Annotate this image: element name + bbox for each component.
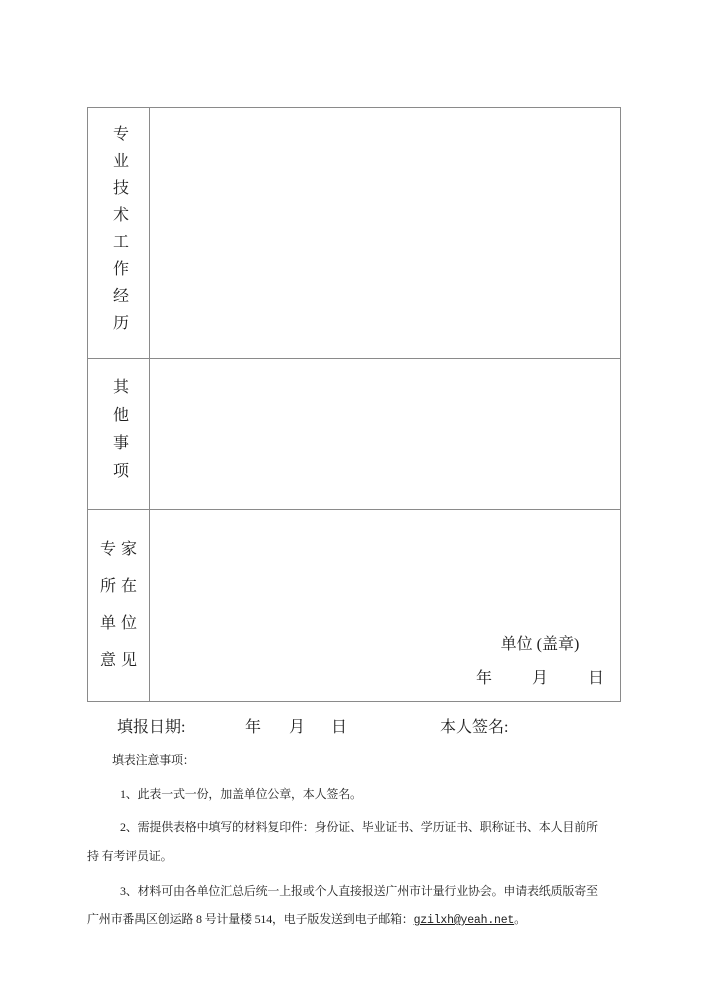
note-2-line-2: 持 有考评员证。 [87, 849, 173, 863]
email-link[interactable]: gzilxh@yeah.net [413, 914, 515, 927]
cell-expert-unit-opinion-content [150, 510, 620, 701]
unit-seal-block [476, 635, 604, 689]
header-line: 单位 [99, 615, 142, 632]
unit-seal-label: 单位 (盖章) [500, 636, 580, 653]
row-expert-unit-opinion [88, 509, 620, 701]
row-header-expert-unit-opinion-label [95, 542, 142, 669]
cell-professional-experience-content [150, 108, 620, 358]
form-table [87, 107, 621, 702]
fill-date-month: 月 [289, 719, 306, 736]
row-header-professional-experience [88, 108, 150, 358]
row-header-professional-experience-label: 专业技术工作经历 [110, 125, 128, 341]
note-3-line-1: 3、材料可由各单位汇总后统一上报或个人直接报送广州市计量行业协会。申请表纸质版寄至 [120, 884, 598, 898]
fill-date-day: 日 [331, 719, 348, 736]
header-line: 所在 [99, 578, 142, 595]
header-line: 专家 [99, 541, 142, 558]
seal-date-year: 年 [476, 670, 493, 687]
note-2-line-1: 2、需提供表格中填写的材料复印件：身份证、毕业证书、学历证书、职称证书、本人目前所 [120, 820, 598, 834]
seal-date-day: 日 [587, 670, 604, 687]
notes-title: 填表注意事项： [112, 753, 195, 767]
row-professional-experience [88, 108, 620, 358]
row-header-other-matters [88, 359, 150, 509]
row-other-matters [88, 358, 620, 509]
fill-date-year: 年 [245, 719, 262, 736]
signature-label: 本人签名: [440, 719, 509, 736]
seal-date-month: 月 [531, 670, 548, 687]
row-header-other-matters-label: 其他事项 [110, 378, 128, 490]
cell-other-matters-content [150, 359, 620, 509]
note-1: 1、此表一式一份，加盖单位公章，本人签名。 [120, 787, 362, 801]
note-3-line-2 [87, 911, 526, 929]
unit-seal-date-line [476, 669, 604, 689]
fill-date-line [0, 714, 707, 738]
note-3-line-2-suffix: 。 [514, 912, 526, 926]
row-header-expert-unit-opinion [88, 510, 150, 701]
fill-date-label: 填报日期: [117, 719, 186, 736]
header-line: 意见 [99, 652, 142, 669]
note-3-line-2-text: 广州市番禺区创运路 8 号计量楼 514，电子版发送到电子邮箱： [87, 912, 414, 926]
